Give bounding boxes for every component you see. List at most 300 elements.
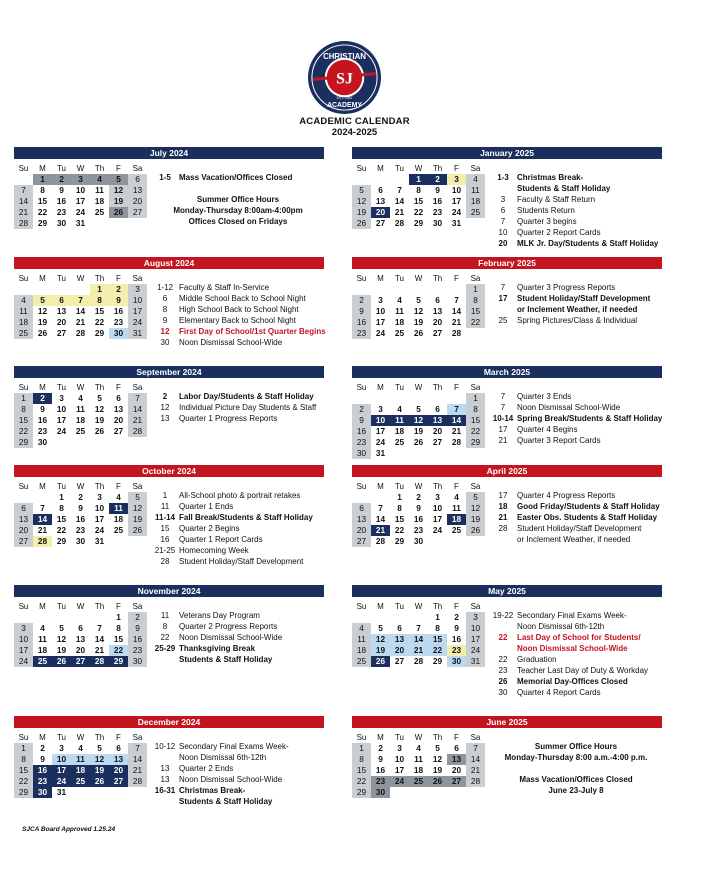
- day-cell: 13: [390, 634, 409, 645]
- month-12: [352, 716, 662, 828]
- month-1: [14, 147, 324, 259]
- day-cell: 29: [432, 656, 443, 666]
- event-item: [490, 227, 662, 238]
- day-cell: [409, 612, 428, 623]
- week-row: [14, 218, 149, 229]
- day-cell: 15: [352, 765, 371, 776]
- day-cell: [371, 284, 390, 295]
- day-cell: 8: [90, 295, 109, 306]
- month-header: July 2024: [14, 147, 324, 159]
- day-cell: 5: [378, 623, 383, 633]
- day-cell: 12: [109, 185, 128, 196]
- week-row: [352, 426, 487, 437]
- weekday-label: M: [39, 482, 46, 491]
- day-cell: 21: [37, 525, 48, 535]
- event-text: Thanksgiving Break: [179, 644, 256, 653]
- day-cell: [428, 787, 447, 798]
- day-cell: 12: [56, 634, 67, 644]
- weekday-label: Su: [18, 164, 29, 173]
- month-header: February 2025: [352, 257, 662, 269]
- week-row: [14, 415, 149, 426]
- day-cell: 20: [109, 765, 128, 776]
- week-row: [14, 437, 149, 448]
- day-cell: 13: [375, 196, 386, 206]
- day-cell: 24: [466, 645, 485, 656]
- event-item: [152, 402, 324, 413]
- weekday-label: Su: [18, 602, 29, 611]
- weekday-label: F: [454, 274, 459, 283]
- week-row: [352, 404, 487, 415]
- day-cell: 18: [447, 514, 466, 525]
- day-cell: 23: [371, 776, 390, 787]
- week-row: [352, 645, 487, 656]
- day-cell: 7: [454, 295, 459, 305]
- day-cell: 3: [447, 174, 466, 185]
- day-cell: 19: [56, 645, 67, 655]
- week-row: [14, 634, 149, 645]
- month-grid: [14, 273, 149, 339]
- event-text: Students Return: [517, 206, 575, 215]
- weekday-label: Sa: [132, 733, 143, 742]
- weekday-label: Su: [18, 482, 29, 491]
- day-cell: 21: [128, 415, 147, 426]
- event-item: [152, 796, 324, 807]
- day-cell: 31: [56, 787, 67, 797]
- day-cell: 28: [466, 776, 485, 787]
- day-cell: 22: [466, 426, 485, 437]
- day-cell: 4: [116, 492, 121, 502]
- day-cell: 26: [109, 207, 128, 218]
- event-item: [152, 304, 324, 315]
- month-grid: [352, 732, 487, 798]
- day-cell: 5: [97, 743, 102, 753]
- day-cell: 3: [378, 295, 383, 305]
- weekday-row: [352, 732, 487, 743]
- event-text: Monday-Thursday 8:00am-4:00pm: [173, 206, 303, 215]
- day-cell: [409, 448, 428, 459]
- day-cell: 9: [128, 623, 147, 634]
- day-cell: 19: [432, 765, 443, 775]
- event-item: [152, 501, 324, 512]
- event-text: Quarter 3 Ends: [517, 392, 572, 401]
- day-cell: 20: [352, 525, 371, 536]
- event-date: 15: [160, 524, 170, 533]
- day-cell: 22: [14, 426, 33, 437]
- day-cell: [109, 787, 128, 798]
- event-item: [490, 785, 662, 796]
- week-row: [14, 787, 149, 798]
- day-cell: [428, 448, 447, 459]
- event-list: [490, 391, 662, 446]
- day-cell: 16: [33, 765, 52, 776]
- day-cell: [128, 437, 147, 448]
- day-cell: 26: [37, 328, 48, 338]
- weekday-label: Th: [94, 602, 105, 611]
- day-cell: 7: [128, 393, 147, 404]
- day-cell: 2: [52, 174, 71, 185]
- weekday-label: Th: [432, 602, 443, 611]
- event-text: Noon Dismissal School-Wide: [517, 403, 621, 412]
- day-cell: 27: [109, 776, 128, 787]
- day-cell: 9: [40, 754, 45, 764]
- week-row: [352, 196, 487, 207]
- event-date: 3: [500, 195, 506, 204]
- event-item: [490, 205, 662, 216]
- event-text: Noon Dismissal School-Wide: [179, 633, 283, 642]
- event-item: [152, 326, 324, 337]
- event-item: [152, 610, 324, 621]
- day-cell: 15: [466, 306, 485, 317]
- weekday-label: M: [39, 274, 46, 283]
- event-date: 10-12: [154, 742, 176, 751]
- day-cell: 25: [94, 207, 105, 217]
- day-cell: [428, 536, 447, 547]
- event-text: Memorial Day-Offices Closed: [517, 677, 628, 686]
- week-row: [14, 284, 149, 295]
- day-cell: 23: [37, 426, 48, 436]
- day-cell: 19: [109, 196, 128, 207]
- day-cell: 5: [416, 404, 421, 414]
- day-cell: 25: [113, 525, 124, 535]
- day-cell: 9: [378, 754, 383, 764]
- day-cell: 23: [432, 207, 443, 217]
- month-5: [14, 366, 324, 478]
- event-text: Middle School Back to School Night: [179, 294, 306, 303]
- day-cell: 28: [413, 656, 424, 666]
- weekday-label: Su: [18, 274, 29, 283]
- week-row: [14, 328, 149, 339]
- event-item: [152, 643, 324, 654]
- week-row: [352, 306, 487, 317]
- day-cell: 13: [14, 514, 33, 525]
- day-cell: 16: [128, 634, 147, 645]
- weekday-label: Su: [356, 602, 367, 611]
- event-text: Secondary Final Exams Week-: [179, 742, 289, 751]
- day-cell: 7: [40, 503, 45, 513]
- weekday-label: Sa: [132, 164, 143, 173]
- month-9: [14, 585, 324, 697]
- weekday-label: W: [76, 274, 85, 283]
- day-cell: 20: [451, 765, 462, 775]
- event-item: [152, 763, 324, 774]
- day-cell: 18: [71, 765, 90, 776]
- event-item: [490, 435, 662, 446]
- day-cell: 25: [33, 656, 52, 667]
- event-text: Mass Vacation/Offices Closed: [519, 775, 633, 784]
- weekday-label: F: [116, 383, 121, 392]
- month-grid: [352, 481, 487, 547]
- day-cell: [128, 787, 147, 798]
- day-cell: 21: [394, 207, 405, 217]
- day-cell: 10: [375, 306, 386, 316]
- day-cell: 6: [116, 743, 121, 753]
- month-grid: [14, 163, 149, 229]
- day-cell: 22: [352, 776, 371, 787]
- day-cell: 15: [94, 306, 105, 316]
- event-date: 1-5: [159, 173, 171, 182]
- event-text: Quarter 1 Progress Reports: [179, 414, 278, 423]
- event-item: [490, 402, 662, 413]
- event-item: [490, 687, 662, 698]
- week-row: [352, 623, 487, 634]
- event-text: Quarter 2 Ends: [179, 764, 234, 773]
- event-item: [152, 534, 324, 545]
- event-date: 25-29: [154, 644, 176, 653]
- month-header: December 2024: [14, 716, 324, 728]
- day-cell: 27: [447, 776, 466, 787]
- day-cell: 14: [466, 754, 485, 765]
- day-cell: 13: [128, 185, 147, 196]
- event-text: Student Holiday/Staff Development: [179, 557, 304, 566]
- day-cell: 14: [128, 754, 147, 765]
- day-cell: 3: [59, 743, 64, 753]
- day-cell: [14, 174, 33, 185]
- event-date: 10: [498, 228, 508, 237]
- event-item: [152, 205, 324, 216]
- day-cell: 3: [97, 492, 102, 502]
- week-row: [14, 404, 149, 415]
- day-cell: 22: [56, 525, 67, 535]
- event-text: Quarter 3 Report Cards: [517, 436, 601, 445]
- day-cell: 3: [435, 492, 440, 502]
- weekday-label: Sa: [132, 274, 143, 283]
- day-cell: [14, 284, 33, 295]
- month-grid: [352, 273, 487, 339]
- day-cell: 6: [78, 623, 83, 633]
- day-cell: 18: [75, 415, 86, 425]
- day-cell: [52, 612, 71, 623]
- day-cell: 17: [128, 306, 147, 317]
- day-cell: [352, 174, 371, 185]
- event-list: [152, 282, 324, 348]
- weekday-label: F: [116, 482, 121, 491]
- day-cell: 5: [109, 174, 128, 185]
- event-item: [490, 534, 662, 545]
- event-item: [152, 545, 324, 556]
- day-cell: 7: [128, 743, 147, 754]
- day-cell: 12: [128, 503, 147, 514]
- event-text: Spring Break/Students & Staff Holiday: [517, 414, 663, 423]
- weekday-row: [352, 163, 487, 174]
- event-list: [152, 172, 324, 227]
- event-item: [490, 238, 662, 249]
- day-cell: 24: [375, 437, 386, 447]
- day-cell: 10: [451, 185, 462, 195]
- day-cell: 2: [128, 612, 147, 623]
- school-logo: [307, 40, 382, 115]
- day-cell: 28: [128, 776, 147, 787]
- event-item: [490, 194, 662, 205]
- day-cell: 19: [90, 765, 109, 776]
- day-cell: [371, 492, 390, 503]
- day-cell: 16: [113, 306, 124, 316]
- week-row: [352, 765, 487, 776]
- weekday-label: Tu: [56, 383, 67, 392]
- day-cell: 8: [14, 754, 33, 765]
- event-item: [490, 304, 662, 315]
- day-cell: 10: [14, 634, 33, 645]
- month-header: October 2024: [14, 465, 324, 477]
- day-cell: 1: [14, 393, 33, 404]
- day-cell: 18: [413, 765, 424, 775]
- event-date: 7: [500, 403, 506, 412]
- weekday-label: Th: [432, 482, 443, 491]
- day-cell: [390, 393, 409, 404]
- event-date: 1-12: [156, 283, 173, 292]
- day-cell: 19: [413, 317, 424, 327]
- day-cell: [33, 492, 52, 503]
- event-date: 17: [498, 425, 508, 434]
- week-row: [352, 207, 487, 218]
- day-cell: 21: [128, 765, 147, 776]
- weekday-label: W: [414, 383, 423, 392]
- day-cell: 22: [428, 645, 447, 656]
- day-cell: 19: [128, 514, 147, 525]
- day-cell: 5: [97, 393, 102, 403]
- week-row: [14, 645, 149, 656]
- day-cell: 29: [56, 536, 67, 546]
- footer-note: SJCA Board Approved 1.25.24: [22, 826, 116, 833]
- weekday-label: Th: [94, 733, 105, 742]
- week-row: [352, 754, 487, 765]
- day-cell: 1: [116, 612, 121, 622]
- day-cell: 8: [466, 295, 485, 306]
- day-cell: 4: [40, 623, 45, 633]
- day-cell: [409, 284, 428, 295]
- day-cell: 12: [37, 306, 48, 316]
- weekday-label: Th: [94, 164, 105, 173]
- day-cell: 5: [466, 492, 485, 503]
- event-text: High School Back to School Night: [179, 305, 299, 314]
- event-item: [152, 632, 324, 643]
- day-cell: [90, 437, 109, 448]
- day-cell: 31: [451, 218, 462, 228]
- day-cell: 25: [14, 328, 33, 339]
- event-date: 17: [498, 491, 508, 500]
- day-cell: 28: [90, 656, 109, 667]
- day-cell: 18: [394, 317, 405, 327]
- week-row: [352, 612, 487, 623]
- day-cell: 9: [59, 185, 64, 195]
- month-grid: [352, 382, 487, 459]
- day-cell: 3: [378, 404, 383, 414]
- day-cell: 15: [37, 196, 48, 206]
- event-date: 11: [160, 502, 170, 511]
- day-cell: [71, 284, 90, 295]
- event-item: [490, 752, 662, 763]
- weekday-label: W: [76, 733, 85, 742]
- event-text: Quarter 1 Report Cards: [179, 535, 263, 544]
- event-text: Mass Vacation/Offices Closed: [179, 173, 293, 182]
- event-date: 11: [160, 611, 170, 620]
- day-cell: 29: [109, 656, 128, 667]
- event-text: Quarter 4 Report Cards: [517, 688, 601, 697]
- weekday-label: Su: [18, 383, 29, 392]
- day-cell: [390, 612, 409, 623]
- weekday-label: Tu: [56, 164, 67, 173]
- day-cell: 31: [128, 328, 147, 339]
- day-cell: 17: [94, 514, 105, 524]
- day-cell: 6: [116, 393, 121, 403]
- day-cell: [109, 437, 128, 448]
- weekday-label: Sa: [470, 482, 481, 491]
- logo-monogram: SJ: [336, 70, 353, 88]
- day-cell: 28: [128, 426, 147, 437]
- event-item: [152, 194, 324, 205]
- event-date: 1-3: [497, 173, 509, 182]
- day-cell: 22: [413, 207, 424, 217]
- event-list: [490, 282, 662, 326]
- event-text: Student Holiday/Staff Development: [517, 524, 642, 533]
- week-row: [352, 328, 487, 339]
- week-row: [352, 503, 487, 514]
- week-row: [14, 185, 149, 196]
- day-cell: 3: [14, 623, 33, 634]
- week-row: [352, 743, 487, 754]
- day-cell: [466, 218, 485, 229]
- day-cell: 17: [375, 317, 386, 327]
- event-text: Students & Staff Holiday: [517, 184, 611, 193]
- day-cell: 17: [451, 196, 462, 206]
- event-date: 11-14: [154, 513, 176, 522]
- day-cell: 17: [52, 765, 71, 776]
- day-cell: 23: [413, 525, 424, 535]
- weekday-label: Su: [356, 482, 367, 491]
- day-cell: 3: [466, 612, 485, 623]
- event-text: Summer Office Hours: [534, 742, 618, 751]
- weekday-row: [352, 382, 487, 393]
- event-date: 7: [500, 283, 506, 292]
- day-cell: 8: [352, 754, 371, 765]
- weekday-label: F: [116, 602, 121, 611]
- day-cell: 27: [394, 656, 405, 666]
- day-cell: 18: [466, 196, 485, 207]
- day-cell: 11: [76, 404, 85, 414]
- day-cell: 7: [14, 185, 33, 196]
- week-row: [352, 415, 487, 426]
- week-row: [14, 514, 149, 525]
- weekday-label: Sa: [132, 383, 143, 392]
- day-cell: 24: [52, 776, 71, 787]
- day-cell: 18: [94, 196, 105, 206]
- day-cell: 10: [466, 623, 485, 634]
- day-cell: 13: [56, 306, 67, 316]
- day-cell: 2: [454, 612, 459, 622]
- month-4: [352, 257, 662, 369]
- week-row: [14, 623, 149, 634]
- month-2: [352, 147, 662, 259]
- day-cell: 1: [435, 612, 440, 622]
- day-cell: 15: [56, 514, 67, 524]
- weekday-label: M: [377, 482, 384, 491]
- weekday-label: Sa: [132, 602, 143, 611]
- event-item: [490, 315, 662, 326]
- weekday-label: Su: [356, 733, 367, 742]
- weekday-label: Th: [432, 164, 443, 173]
- week-row: [352, 525, 487, 536]
- event-item: [490, 763, 662, 774]
- day-cell: 7: [378, 503, 383, 513]
- day-cell: 29: [37, 218, 48, 228]
- day-cell: 23: [33, 776, 52, 787]
- week-row: [14, 207, 149, 218]
- day-cell: 20: [56, 317, 67, 327]
- day-cell: [71, 787, 90, 798]
- day-cell: 2: [40, 743, 45, 753]
- day-cell: 25: [75, 426, 86, 436]
- day-cell: [466, 787, 485, 798]
- event-text: Summer Office Hours: [196, 195, 280, 204]
